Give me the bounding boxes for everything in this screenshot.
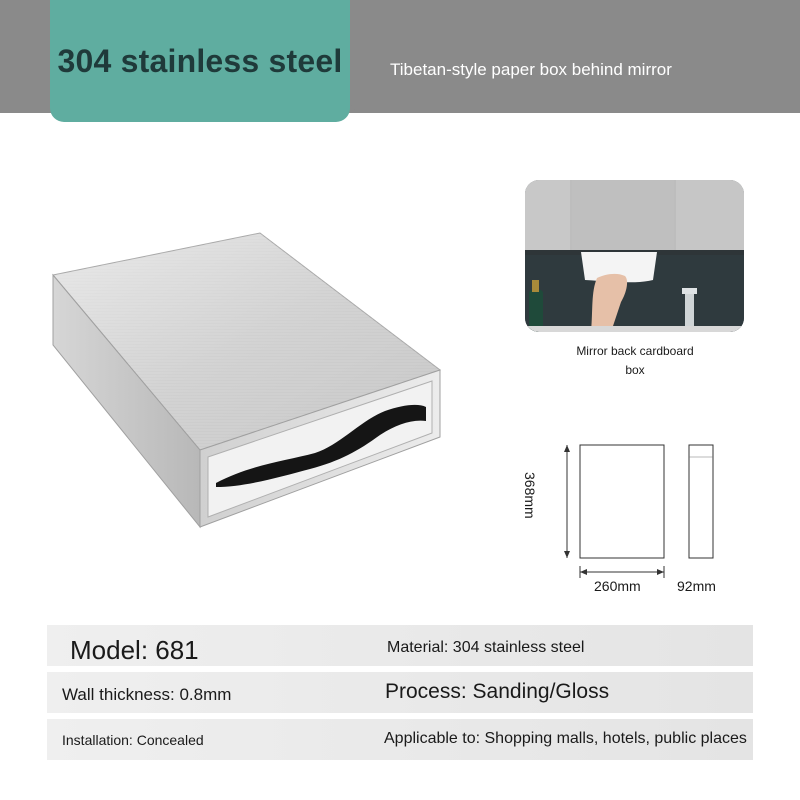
page-title: 304 stainless steel (57, 42, 343, 79)
mirror-cabinet-photo (525, 180, 744, 332)
product-image (40, 225, 460, 545)
dimension-diagram (535, 435, 745, 600)
width-dimension-label: 260mm (594, 578, 641, 594)
header-left-segment (0, 0, 50, 113)
photo-caption (560, 342, 710, 380)
process-spec: Process: Sanding/Gloss (385, 680, 610, 703)
header-right-segment (350, 0, 800, 113)
photo-caption-line-1: Mirror back cardboard (576, 344, 694, 358)
depth-dimension-label: 92mm (677, 578, 716, 594)
title-tab (50, 0, 350, 122)
photo-caption-line-2: box (625, 363, 645, 377)
wall-thickness-spec: Wall thickness: 0.8mm (62, 685, 232, 704)
applicable-spec: Applicable to: Shopping malls, hotels, public places (384, 730, 747, 747)
material-spec: Material: 304 stainless steel (387, 639, 585, 656)
paper-box-illustration (40, 225, 460, 545)
installation-spec: Installation: Concealed (62, 732, 204, 748)
dimension-drawing (535, 435, 745, 600)
usage-photo (525, 180, 744, 332)
height-dimension-label: 368mm (522, 472, 538, 519)
model-spec: Model: 681 (70, 635, 199, 665)
page-subtitle: Tibetan-style paper box behind mirror (390, 60, 672, 79)
